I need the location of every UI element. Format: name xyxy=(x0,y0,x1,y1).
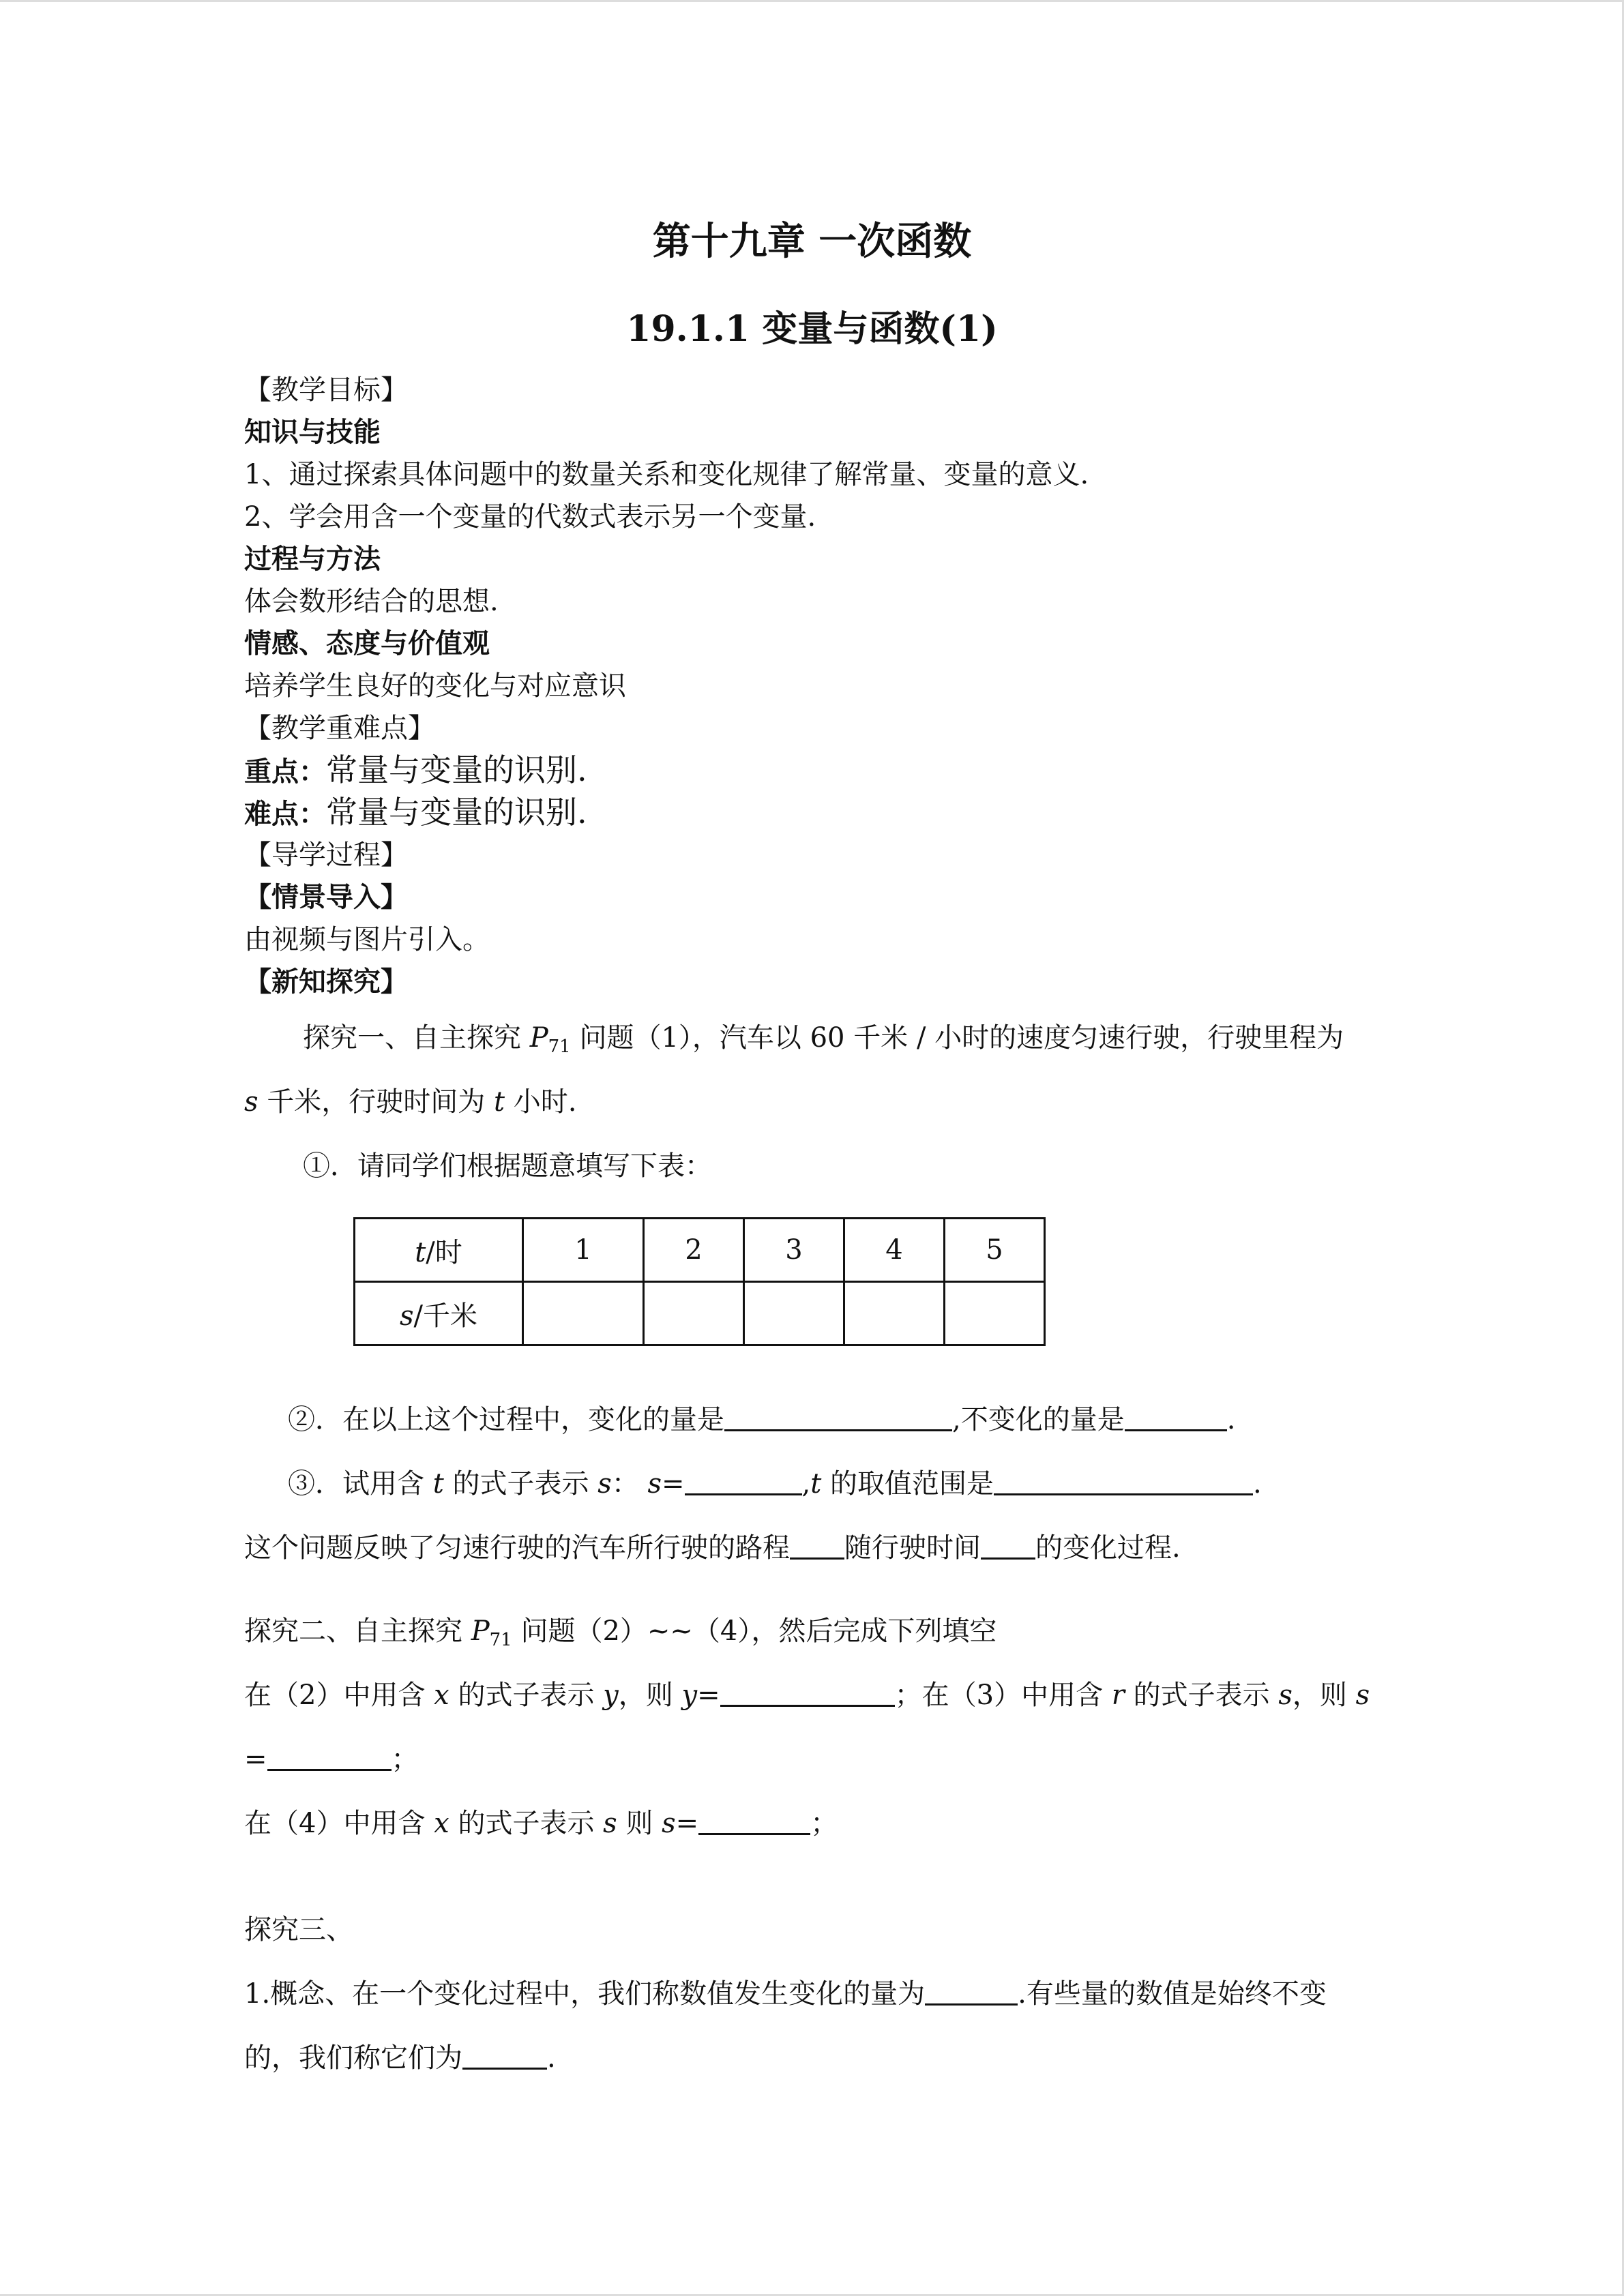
process-method-text: 体会数形结合的思想. xyxy=(244,586,499,617)
table-blank-cell[interactable] xyxy=(644,1282,744,1345)
scenario-intro-header: 【情景导入】 xyxy=(244,881,408,913)
table-header-distance: s/千米 xyxy=(355,1282,523,1345)
explore2-line2: 在（2）中用含 x 的式子表示 y，则 y= ；在（3）中用含 r 的式子表示 s，则 s xyxy=(244,1680,1370,1711)
explore1-question-3: ③．试用含 t 的式子表示 s： s= ,t 的取值范围是 . xyxy=(288,1468,1262,1500)
fill-blank[interactable] xyxy=(685,1470,802,1495)
fill-blank[interactable] xyxy=(267,1746,392,1771)
key-point-text: 常量与变量的识别. xyxy=(326,751,587,788)
table-cell: 4 xyxy=(844,1219,945,1282)
difficulty-label: 难点： xyxy=(244,798,326,830)
table-cell: 3 xyxy=(744,1219,844,1282)
fill-blank[interactable] xyxy=(994,1470,1253,1495)
table-cell: 2 xyxy=(644,1219,744,1282)
page-border-top xyxy=(0,0,1624,2)
explore2-line1: 探究二、自主探究 $P_{71}$ 问题（2）~~（4），然后完成下列填空 xyxy=(244,1615,997,1650)
guided-process-header: 【导学过程】 xyxy=(244,839,408,871)
emotion-text: 培养学生良好的变化与对应意识 xyxy=(244,670,626,702)
table-row-distance xyxy=(355,1282,1045,1345)
difficulty-line xyxy=(244,794,587,831)
fill-blank[interactable] xyxy=(698,1810,810,1835)
key-point-label: 重点： xyxy=(244,756,326,788)
knowledge-heading: 知识与技能 xyxy=(244,416,381,448)
difficulty-text: 常量与变量的识别. xyxy=(326,794,587,831)
chapter-title: 第十九章 一次函数 xyxy=(652,219,972,264)
time-distance-table xyxy=(353,1217,1046,1346)
explore3-heading: 探究三、 xyxy=(244,1914,353,1945)
explore1-question-1: ①．请同学们根据题意填写下表： xyxy=(303,1150,712,1182)
key-point-line xyxy=(244,751,587,788)
emotion-heading: 情感、态度与价值观 xyxy=(244,627,490,659)
table-header-time: t/时 xyxy=(355,1219,523,1282)
explore1-line1: 探究一、自主探究 $P_{71}$ 问题（1），汽车以 60 千米 / 小时的速度匀速行驶，行驶里程为 xyxy=(303,1022,1344,1057)
table-cell: 1 xyxy=(523,1219,644,1282)
explore3-line1: 1.概念、在一个变化过程中，我们称数值发生变化的量为 .有些量的数值是始终不变 xyxy=(244,1978,1327,2010)
process-method-heading: 过程与方法 xyxy=(244,543,381,575)
table-row-time xyxy=(355,1219,1045,1282)
fill-blank[interactable] xyxy=(1125,1406,1227,1431)
table-blank-cell[interactable] xyxy=(523,1282,644,1345)
table-cell: 5 xyxy=(945,1219,1045,1282)
new-knowledge-header: 【新知探究】 xyxy=(244,966,408,998)
fill-blank[interactable] xyxy=(724,1406,952,1431)
objectives-header: 【教学目标】 xyxy=(244,374,408,406)
table-blank-cell[interactable] xyxy=(744,1282,844,1345)
explore1-line2: s 千米，行驶时间为 t 小时. xyxy=(244,1086,577,1118)
fill-blank[interactable] xyxy=(462,2044,547,2070)
explore1-question-2: ②．在以上这个过程中，变化的量是 ,不变化的量是 . xyxy=(288,1404,1236,1435)
table-blank-cell[interactable] xyxy=(844,1282,945,1345)
key-points-header: 【教学重难点】 xyxy=(244,713,435,744)
scenario-intro-text: 由视频与图片引入。 xyxy=(244,924,490,955)
fill-blank[interactable] xyxy=(720,1682,895,1707)
fill-blank[interactable] xyxy=(981,1534,1035,1560)
fill-blank[interactable] xyxy=(790,1534,844,1560)
explore1-summary: 这个问题反映了匀速行驶的汽车所行驶的路程 随行驶时间 的变化过程. xyxy=(244,1532,1181,1564)
explore2-line3: = ； xyxy=(244,1744,419,1775)
fill-blank[interactable] xyxy=(925,1980,1018,2006)
objective-item-1: 1、通过探索具体问题中的数量关系和变化规律了解常量、变量的意义. xyxy=(244,459,1089,490)
objective-item-2: 2、学会用含一个变量的代数式表示另一个变量. xyxy=(244,501,816,533)
table-blank-cell[interactable] xyxy=(945,1282,1045,1345)
explore2-line4: 在（4）中用含 x 的式子表示 s 则 s= ； xyxy=(244,1808,838,1839)
explore3-line2: 的，我们称它们为 . xyxy=(244,2042,556,2074)
section-title: 19.1.1 变量与函数(1) xyxy=(626,308,998,350)
